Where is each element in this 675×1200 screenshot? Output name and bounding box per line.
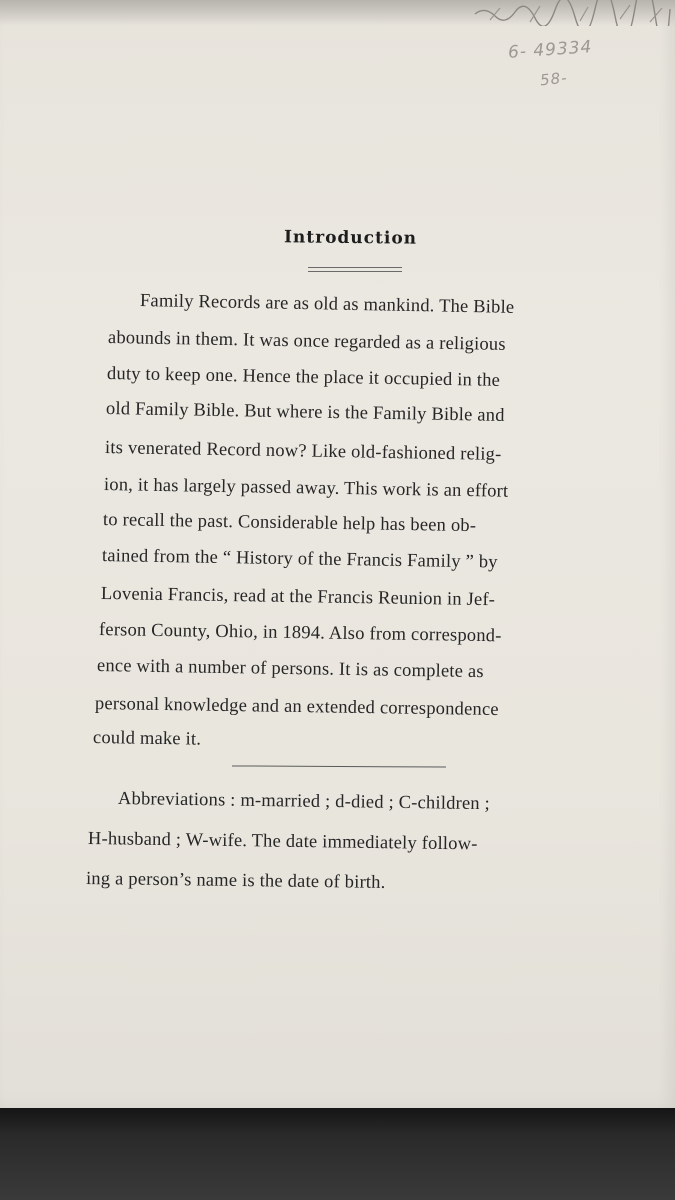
paragraph-line-8: tained from the “ History of the Francis Family ” by xyxy=(101,546,498,573)
abbreviations-line-1: Abbreviations : m-married ; d-died ; C-children ; xyxy=(117,789,491,815)
paragraph-line-12: personal knowledge and an extended correspondence xyxy=(94,694,499,720)
paragraph-line-6: ion, it has largely passed away. This work is an effort xyxy=(103,475,509,502)
abbreviations-line-2: H-husband ; W-wife. The date immediately follow- xyxy=(87,829,478,855)
paragraph-line-7: to recall the past. Considerable help has been ob- xyxy=(102,510,477,537)
paragraph-line-9: Lovenia Francis, read at the Francis Reunion in Jef- xyxy=(100,584,496,611)
paragraph-line-5: its venerated Record now? Like old-fashioned relig- xyxy=(104,438,502,465)
title-underline-upper xyxy=(308,267,402,268)
page-title: Introduction xyxy=(283,227,418,249)
title-underline-lower xyxy=(308,271,402,272)
ink-bleed-marks xyxy=(470,0,675,26)
paragraph-line-2: abounds in them. It was once regarded as a religious xyxy=(107,328,506,355)
paragraph-line-11: ence with a number of persons. It is as complete as xyxy=(96,656,484,683)
paragraph-line-10: ferson County, Ohio, in 1894. Also from correspond- xyxy=(98,620,502,647)
paragraph-line-13: could make it. xyxy=(92,728,202,750)
paragraph-line-3: duty to keep one. Hence the place it occupied in the xyxy=(106,364,501,391)
section-divider xyxy=(232,765,446,767)
pencil-shelf-mark: 58- xyxy=(539,68,569,90)
book-cover-edge xyxy=(0,1108,675,1200)
abbreviations-line-3: ing a person’s name is the date of birth. xyxy=(85,869,386,893)
paragraph-line-1: Family Records are as old as mankind. The Bible xyxy=(139,291,515,318)
pencil-accession-number: 6- 49334 xyxy=(507,37,594,63)
paragraph-line-4: old Family Bible. But where is the Family Bible and xyxy=(105,399,505,426)
